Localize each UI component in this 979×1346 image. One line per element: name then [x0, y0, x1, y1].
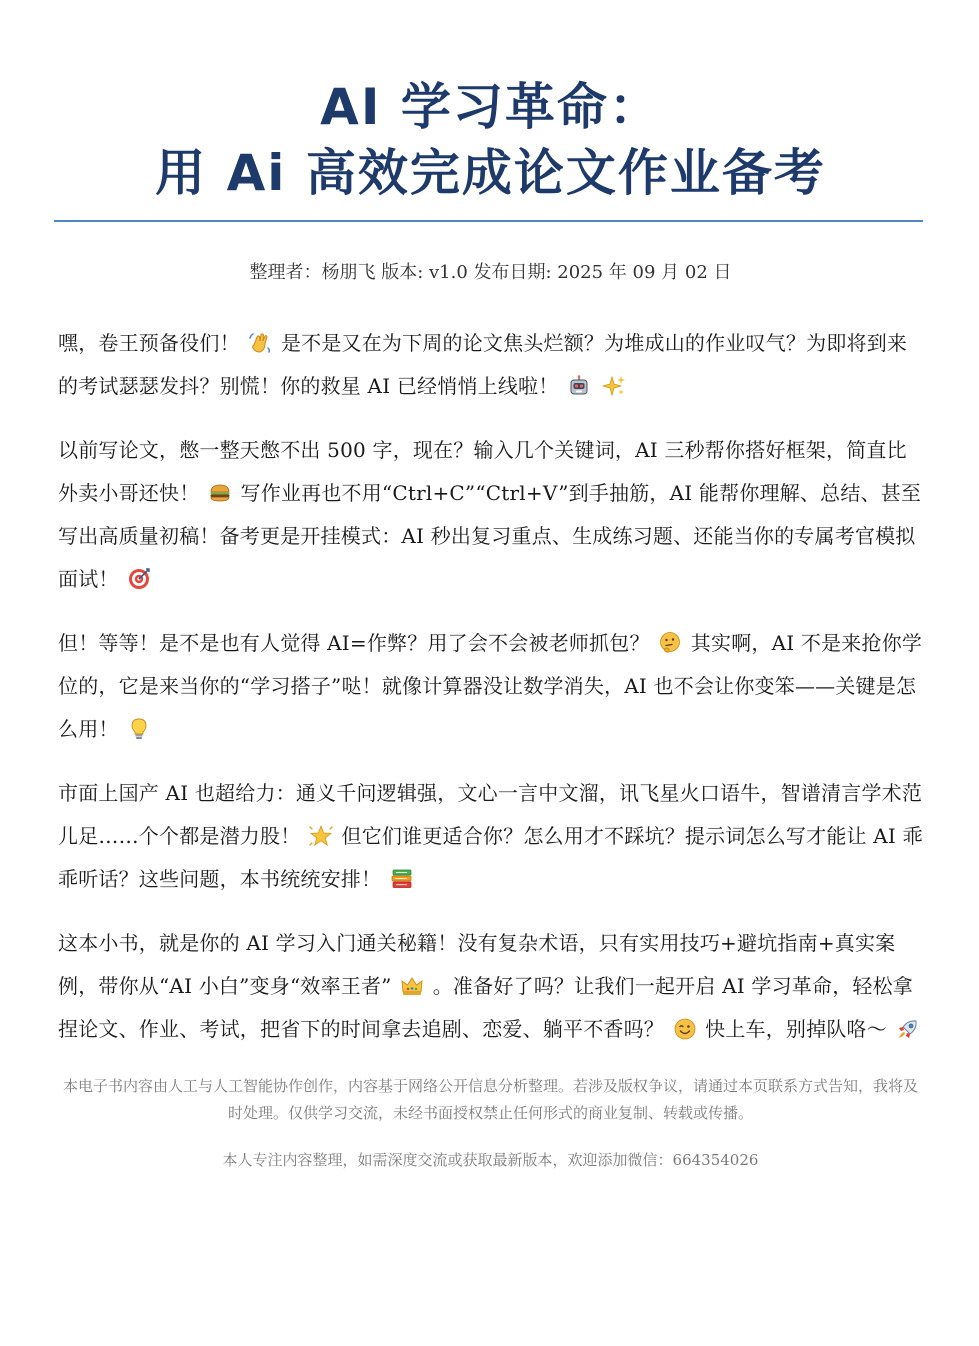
tools-text-2: 但它们谁更适合你？怎么用才不踩坑？提示词怎么写才能让 AI 乖乖听话？这些问题，本书统统安排！: [58, 824, 923, 891]
intro-paragraph: [58, 322, 923, 408]
robot-icon: [567, 374, 591, 398]
book-intro-text-3: 快上车，别掉队咯～: [705, 1017, 887, 1041]
books-icon: [390, 867, 414, 891]
document-meta: 整理者：杨朋飞 版本: v1.0 发布日期: 2025 年 09 月 02 日: [249, 262, 732, 283]
light-bulb-icon: [127, 717, 151, 741]
contact-note: 本人专注内容整理，如需深度交流或获取最新版本，欢迎添加微信：664354026: [222, 1151, 759, 1169]
intro-text-1: 嘿，卷王预备役们！: [58, 331, 240, 355]
glowing-star-icon: [309, 824, 333, 848]
book-intro-paragraph: [58, 922, 923, 1051]
benefits-paragraph: [58, 429, 923, 601]
sparkles-icon: [602, 374, 626, 398]
concern-paragraph: [58, 622, 923, 751]
book-intro-text-1: 这本小书，就是你的 AI 学习入门通关秘籍！没有复杂术语，只有实用技巧+避坑指南+真实案例，带你从“AI 小白”变身“效率王者”: [58, 931, 896, 998]
title-line-2: 用 Ai 高效完成论文作业备考: [155, 144, 826, 202]
thinking-face-icon: [658, 631, 682, 655]
tools-paragraph: [58, 772, 923, 901]
intro-text-2: 是不是又在为下周的论文焦头烂额？为堆成山的作业叹气？为即将到来的考试瑟瑟发抖？别慌！你的救星 AI 已经悄悄上线啦！: [58, 331, 908, 398]
title-line-1: AI 学习革命：: [320, 78, 661, 136]
winking-face-icon: [673, 1017, 697, 1041]
concern-text-1: 但！等等！是不是也有人觉得 AI=作弊？用了会不会被老师抓包？: [58, 631, 650, 655]
rocket-icon: [896, 1017, 920, 1041]
crown-icon: [400, 974, 424, 998]
title-divider: [54, 220, 923, 222]
document-title: [58, 0, 923, 206]
book-intro-text-2: 。准备好了吗？让我们一起开启 AI 学习革命，轻松拿捏论文、作业、考试，把省下的时间拿去追剧、恋爱、躺平不香吗？: [58, 974, 913, 1041]
tools-text-1: 市面上国产 AI 也超给力：通义千问逻辑强，文心一言中文溜，讯飞星火口语牛，智谱清言学术范儿足……个个都是潜力股！: [58, 781, 923, 848]
benefits-text-1: 以前写论文，憋一整天憋不出 500 字，现在？输入几个关键词，AI 三秒帮你搭好框架，简直比外卖小哥还快！: [58, 438, 907, 505]
copyright-disclaimer: 本电子书内容由人工与人工智能协作创作，内容基于网络公开信息分析整理。若涉及版权争议，请通过本页联系方式告知，我将及时处理。仅供学习交流，未经书面授权禁止任何形式的商业复制、转载或传播。: [62, 1077, 918, 1122]
benefits-text-2: 写作业再也不用“Ctrl+C”“Ctrl+V”到手抽筋，AI 能帮你理解、总结、甚至写出高质量初稿！备考更是开挂模式：AI 秒出复习重点、生成练习题、还能当你的专属考官模拟面试！: [58, 481, 922, 591]
waving-hand-icon: [248, 331, 272, 355]
concern-text-2: 其实啊，AI 不是来抢你学位的，它是来当你的“学习搭子”哒！就像计算器没让数学消失，AI 也不会让你变笨——关键是怎么用！: [58, 631, 923, 741]
burger-icon: [208, 481, 232, 505]
target-icon: [127, 567, 151, 591]
